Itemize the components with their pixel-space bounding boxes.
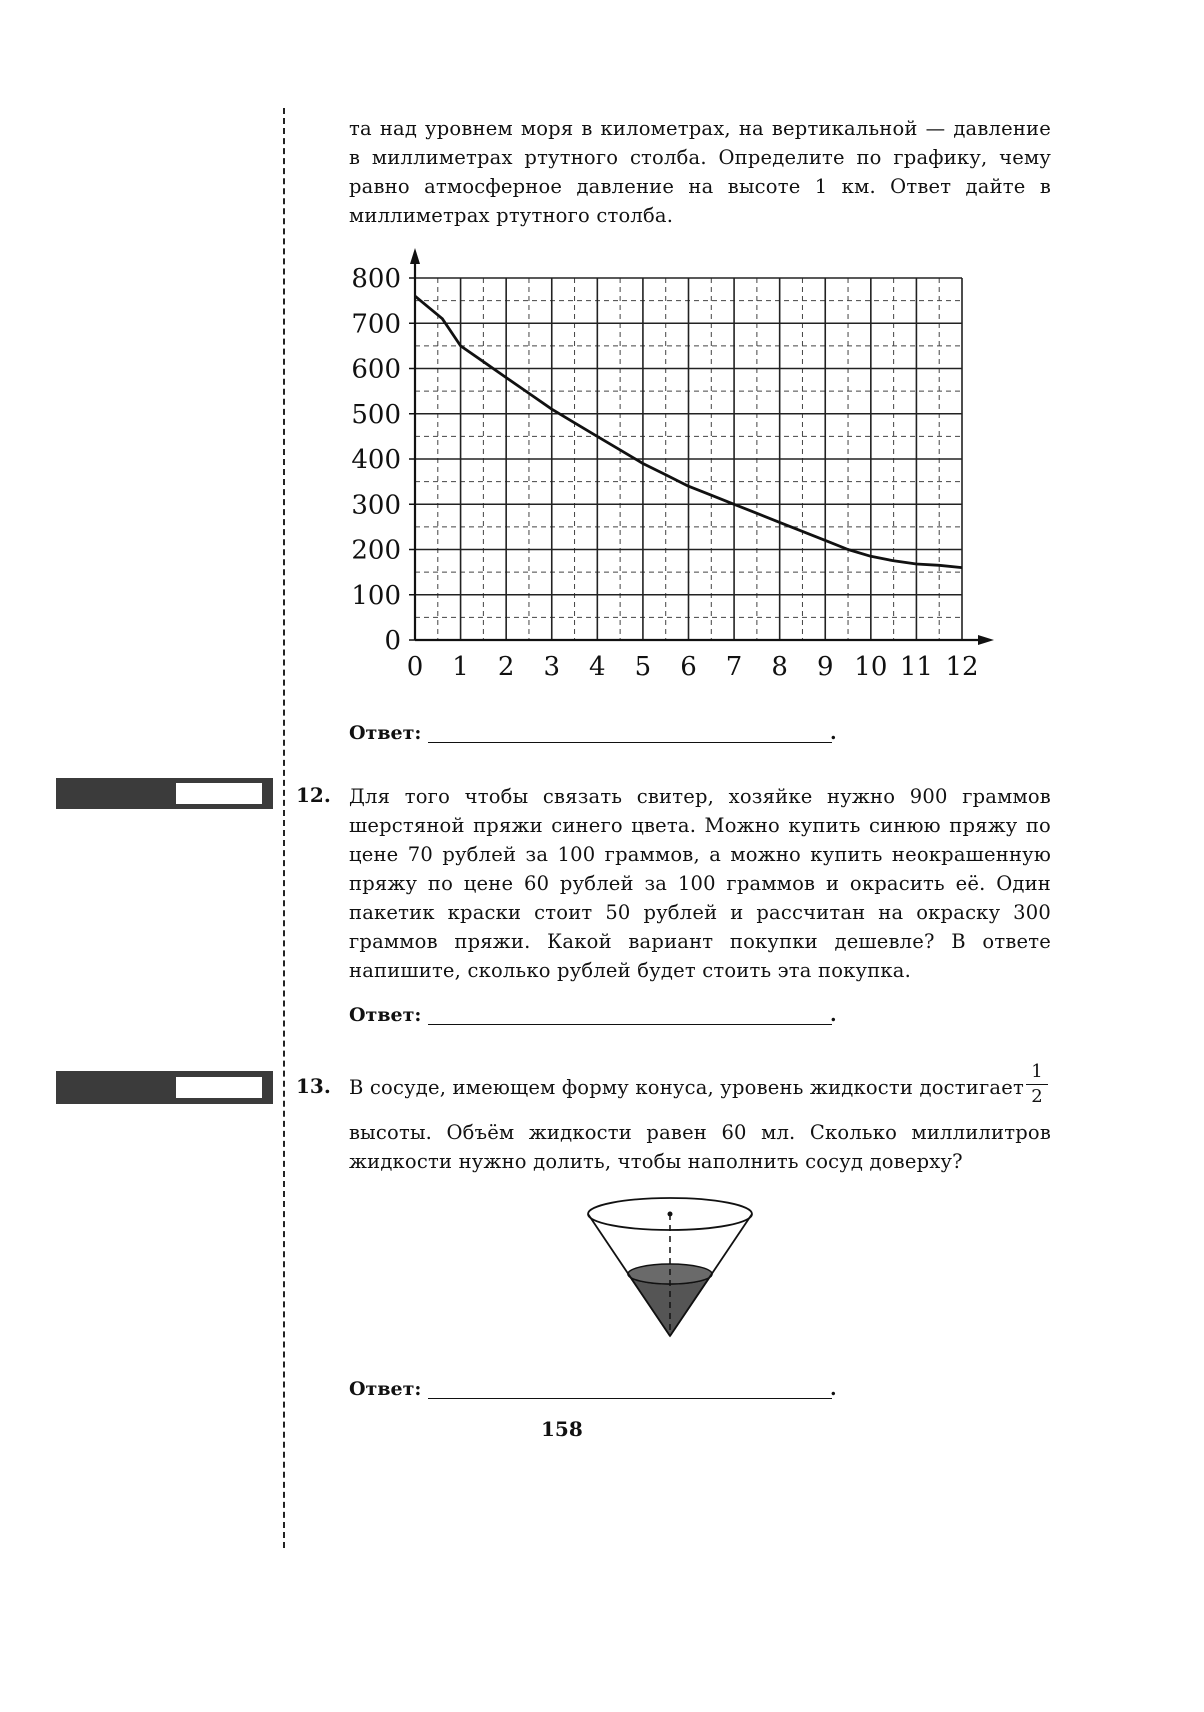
y-tick-label: 200 [351, 535, 401, 566]
answer-box-tag-q12 [56, 778, 273, 809]
x-tick-label: 7 [725, 652, 743, 682]
pressure-chart [340, 240, 1000, 690]
answer-dot-q11: . [830, 722, 837, 744]
y-tick-label: 0 [384, 626, 401, 656]
x-tick-label: 12 [945, 652, 979, 682]
x-tick-label: 9 [816, 652, 834, 682]
answer-box-tag-q13 [56, 1071, 273, 1104]
y-axis-arrow [410, 248, 420, 264]
answer-label-q11: Ответ: [349, 722, 422, 744]
x-tick-label: 10 [854, 652, 888, 682]
x-tick-label: 2 [497, 652, 515, 682]
x-tick-label: 4 [589, 652, 606, 682]
answer-dot-q13: . [830, 1378, 837, 1400]
question-12-text: Для того чтобы связать свитер, хозяйке нужно 900 граммов шерстяной пряжи синего цвета. Можно купить синюю пряжу по цене 70 рублей за 100 граммов, а можно купить неокрашенную пряжу по цене 60 рублей за 100 граммов и окрасить её. Один пакетик краски стоит 50 рублей и рассчитан на окраску 300 граммов пряжи. Какой вариант покупки дешевле? В ответе напишите, сколько рублей будет стоить эта покупка. [349, 785, 1051, 982]
question-13-text-after: высоты. Объём жидкости равен 60 мл. Сколько миллилитров жидкости нужно долить, чтобы наполнить сосуд доверху? [349, 1121, 1051, 1173]
x-tick-label: 1 [452, 652, 469, 682]
question-number-13: 13. [296, 1074, 331, 1098]
answer-dot-q12: . [830, 1004, 837, 1026]
cone-illustration [580, 1188, 760, 1348]
question-13-text-before: В сосуде, имеющем форму конуса, уровень жидкости достигает [349, 1076, 1024, 1099]
fraction-bar [1026, 1084, 1048, 1085]
y-tick-label: 400 [351, 445, 401, 475]
x-axis-arrow [978, 635, 994, 645]
x-tick-label: 3 [543, 652, 561, 682]
y-tick-label: 700 [351, 309, 401, 340]
x-tick-label: 0 [406, 652, 424, 682]
fraction-numerator: 1 [1031, 1061, 1043, 1082]
y-tick-label: 500 [351, 399, 401, 430]
page-number: 158 [541, 1417, 583, 1441]
y-tick-label: 600 [351, 354, 401, 385]
cone-apex-point [668, 1212, 673, 1217]
fraction-denominator: 2 [1031, 1086, 1043, 1107]
cut-line [283, 108, 285, 1548]
answer-input-q13[interactable] [428, 1398, 832, 1399]
x-tick-label: 8 [771, 652, 788, 682]
fraction-one-half [1026, 1062, 1048, 1107]
x-tick-label: 6 [680, 652, 697, 682]
intro-paragraph: та над уровнем моря в километрах, на вертикальной — давление в миллиметрах ртутного столба. Определите по графику, чему равно атмосферное давление на высоте 1 км. Ответ дайте в миллиметрах ртутного столба. [349, 117, 1051, 227]
answer-box-q13[interactable] [176, 1077, 262, 1098]
answer-label-q12: Ответ: [349, 1004, 422, 1026]
question-13-line1 [349, 1073, 1051, 1102]
x-tick-label: 5 [634, 652, 652, 682]
y-tick-label: 300 [351, 490, 401, 521]
x-tick-label: 11 [899, 652, 933, 682]
answer-input-q11[interactable] [428, 742, 832, 743]
y-tick-label: 100 [351, 580, 401, 611]
answer-label-q13: Ответ: [349, 1378, 422, 1400]
answer-input-q12[interactable] [428, 1024, 832, 1025]
y-tick-label: 800 [351, 264, 401, 294]
question-number-12: 12. [296, 783, 331, 807]
answer-box-q12[interactable] [176, 783, 262, 804]
